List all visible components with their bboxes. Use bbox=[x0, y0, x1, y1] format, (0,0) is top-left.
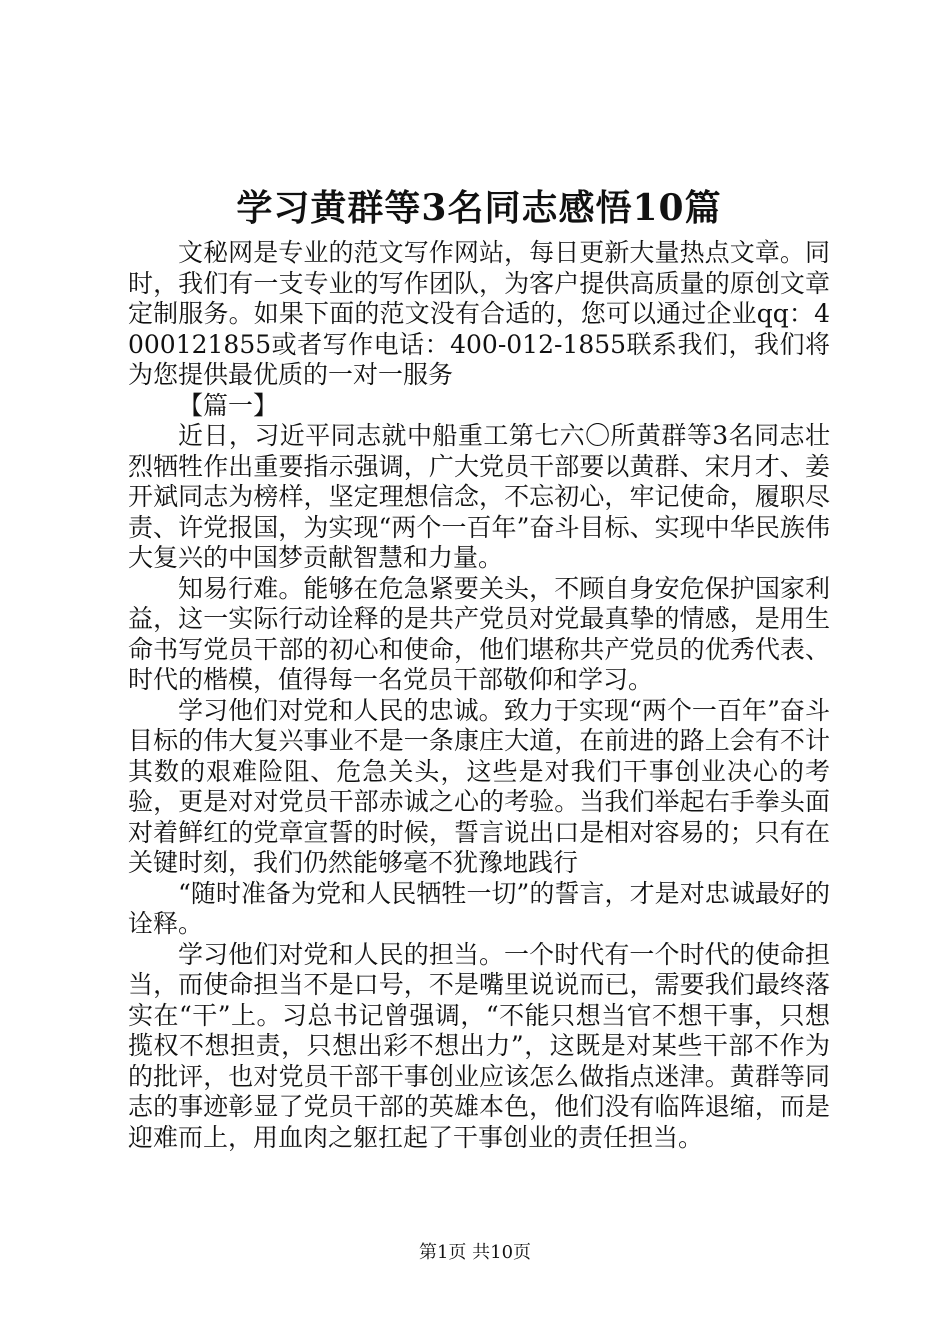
body-paragraph: 学习他们对党和人民的忠诚。致力于实现“两个一百年”奋斗目标的伟大复兴事业不是一条康庄大道，在前进的路上会有不计其数的艰难险阻、危急关头，这些是对我们干事创业决心的考验，更是对对党员干部赤诚之心的考验。当我们举起右手拳头面对着鲜红的党章宣誓的时候，誓言说出口是相对容易的；只有在关键时刻，我们仍然能够毫不犹豫地践行 bbox=[128, 695, 830, 877]
document-page bbox=[128, 0, 830, 1153]
body-paragraph: 学习他们对党和人民的担当。一个时代有一个时代的使命担当，而使命担当不是口号，不是嘴里说说而已，需要我们最终落实在“干”上。习总书记曾强调，“不能只想当官不想干事，只想揽权不想担责，只想出彩不想出力”，这既是对某些干部不作为的批评，也对党员干部干事创业应该怎么做指点迷津。黄群等同志的事迹彰显了党员干部的英雄本色，他们没有临阵退缩，而是迎难而上，用血肉之躯扛起了干事创业的责任担当。 bbox=[128, 939, 830, 1152]
intro-paragraph: 文秘网是专业的范文写作网站，每日更新大量热点文章。同时，我们有一支专业的写作团队，为客户提供高质量的原创文章定制服务。如果下面的范文没有合适的，您可以通过企业qq：4000121855或者写作电话：400-012-1855联系我们，我们将为您提供最优质的一对一服务 bbox=[128, 238, 830, 389]
document-title: 学习黄群等3名同志感悟10篇 bbox=[236, 187, 722, 229]
body-paragraph: 近日，习近平同志就中船重工第七六〇所黄群等3名同志壮烈牺牲作出重要指示强调，广大党员干部要以黄群、宋月才、姜开斌同志为榜样，坚定理想信念，不忘初心，牢记使命，履职尽责、许党报国，为实现“两个一百年”奋斗目标、实现中华民族伟大复兴的中国梦贡献智慧和力量。 bbox=[128, 421, 830, 572]
section-heading: 【篇一】 bbox=[178, 390, 279, 420]
body-paragraph: “随时准备为党和人民牺牲一切”的誓言，才是对忠诚最好的诠释。 bbox=[128, 878, 830, 938]
body-paragraph: 知易行难。能够在危急紧要关头，不顾自身安危保护国家利益，这一实际行动诠释的是共产党员对党最真挚的情感，是用生命书写党员干部的初心和使命，他们堪称共产党员的优秀代表、时代的楷模，值得每一名党员干部敬仰和学习。 bbox=[128, 573, 830, 694]
page-footer: 第1页 共10页 bbox=[418, 1242, 532, 1263]
